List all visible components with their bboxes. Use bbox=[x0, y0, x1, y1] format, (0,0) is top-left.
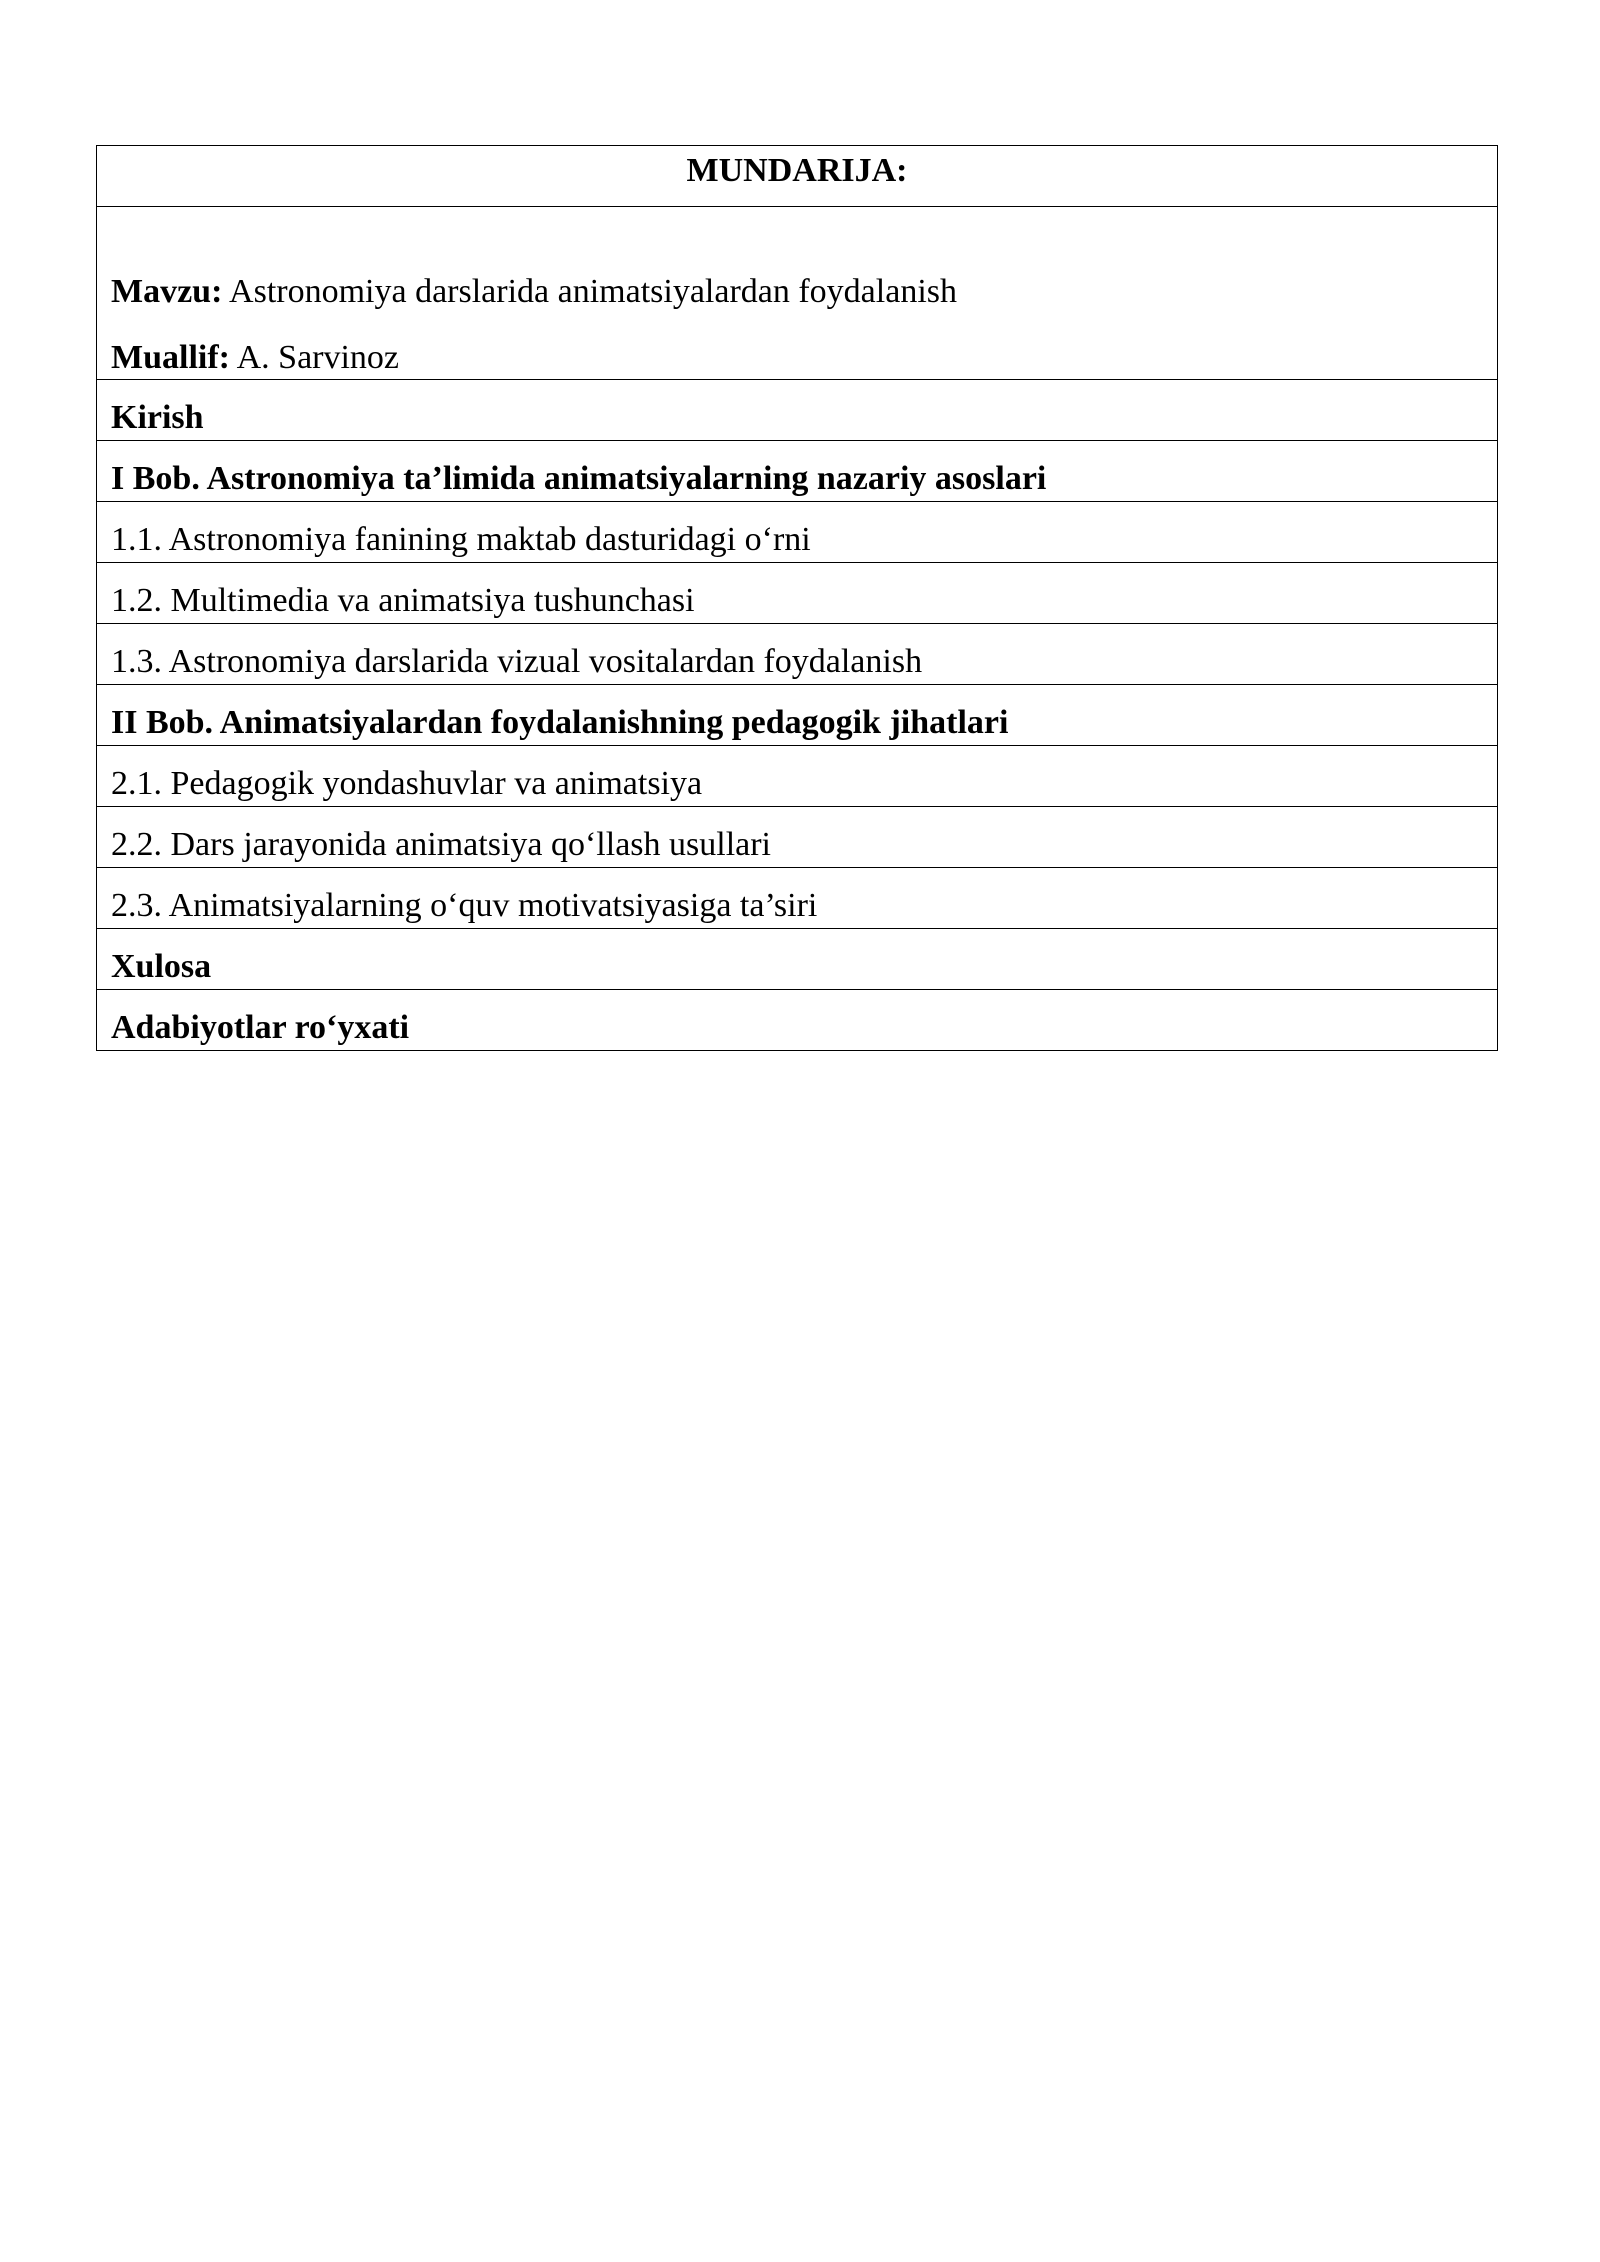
toc-entry-row bbox=[97, 562, 1498, 623]
table-of-contents bbox=[96, 145, 1498, 1051]
toc-entry-row bbox=[97, 440, 1498, 501]
author-line bbox=[111, 338, 1483, 379]
toc-entry-row bbox=[97, 867, 1498, 928]
toc-entry-section-2-2: 2.2. Dars jarayonida animatsiya qo‘llash usullari bbox=[97, 806, 1498, 867]
toc-entry-row bbox=[97, 623, 1498, 684]
toc-entry-row bbox=[97, 806, 1498, 867]
toc-entry-chapter-1: I Bob. Astronomiya ta’limida animatsiyalarning nazariy asoslari bbox=[97, 440, 1498, 501]
author-value: A. Sarvinoz bbox=[236, 338, 400, 376]
author-label: Muallif: bbox=[111, 338, 230, 376]
toc-meta-cell bbox=[97, 207, 1498, 380]
toc-heading: MUNDARIJA: bbox=[97, 146, 1498, 207]
toc-entry-row bbox=[97, 928, 1498, 989]
toc-entry-section-1-1: 1.1. Astronomiya fanining maktab dasturidagi o‘rni bbox=[97, 501, 1498, 562]
toc-entry-chapter-2: II Bob. Animatsiyalardan foydalanishning pedagogik jihatlari bbox=[97, 684, 1498, 745]
toc-entry-section-1-2: 1.2. Multimedia va animatsiya tushunchasi bbox=[97, 562, 1498, 623]
toc-entry-section-2-1: 2.1. Pedagogik yondashuvlar va animatsiya bbox=[97, 745, 1498, 806]
toc-entry-row bbox=[97, 379, 1498, 440]
topic-label: Mavzu: bbox=[111, 273, 223, 310]
topic-value: Astronomiya darslarida animatsiyalardan foydalanish bbox=[229, 273, 957, 310]
toc-entry-row bbox=[97, 989, 1498, 1050]
toc-entry-row bbox=[97, 745, 1498, 806]
toc-entry-introduction: Kirish bbox=[97, 379, 1498, 440]
toc-entry-row bbox=[97, 501, 1498, 562]
topic-line bbox=[111, 272, 1483, 313]
toc-entry-section-2-3: 2.3. Animatsiyalarning o‘quv motivatsiyasiga ta’siri bbox=[97, 867, 1498, 928]
toc-entry-row bbox=[97, 684, 1498, 745]
toc-entry-conclusion: Xulosa bbox=[97, 928, 1498, 989]
toc-entry-section-1-3: 1.3. Astronomiya darslarida vizual vositalardan foydalanish bbox=[97, 623, 1498, 684]
toc-heading-row bbox=[97, 146, 1498, 207]
toc-entry-references: Adabiyotlar ro‘yxati bbox=[97, 989, 1498, 1050]
toc-meta-row bbox=[97, 207, 1498, 380]
